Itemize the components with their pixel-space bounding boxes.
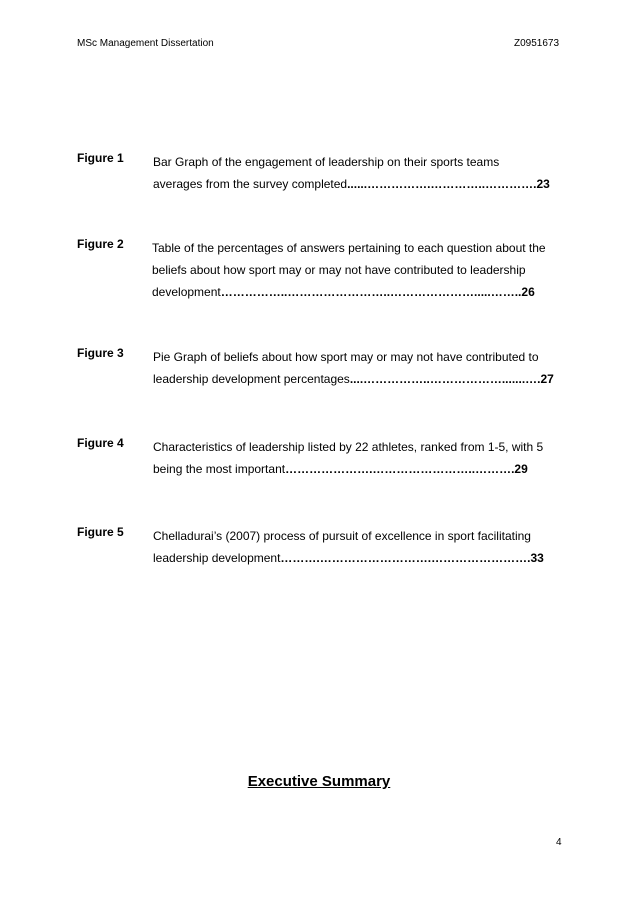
figure-description (153, 436, 577, 480)
description-text: being the most important (153, 462, 286, 476)
figure-label: Figure 3 (77, 346, 124, 360)
description-text: leadership development (153, 551, 281, 565)
leader-dots: ……….……………………….……………………. (280, 551, 531, 565)
figure-label: Figure 2 (77, 237, 124, 251)
description-text: development (152, 285, 221, 299)
figure-description (153, 346, 577, 390)
description-line: Characteristics of leadership listed by 22 athletes, ranked from 1-5, with 5 (153, 440, 544, 454)
page-reference: 29 (514, 462, 528, 476)
page-reference: 23 (536, 177, 550, 191)
description-text: averages from the survey completed (153, 177, 348, 191)
description-line: Chelladurai’s (2007) process of pursuit of excellence in sport facilitating (153, 529, 531, 543)
figure-description (152, 237, 577, 303)
description-line-last (153, 173, 577, 195)
page-reference: 26 (521, 285, 535, 299)
description-line: Table of the percentages of answers pertaining to each question about the (152, 241, 546, 255)
description-line: Pie Graph of beliefs about how sport may or may not have contributed to (153, 350, 539, 364)
description-line-last (153, 547, 577, 569)
executive-summary-heading: Executive Summary (247, 773, 391, 790)
leader-dots: ………………….……………………..………. (285, 462, 515, 476)
figure-label: Figure 5 (77, 525, 124, 539)
header-title: MSc Management Dissertation (77, 38, 214, 49)
page-number: 4 (556, 837, 562, 848)
figure-label: Figure 4 (77, 436, 124, 450)
description-text: leadership development percentages (153, 372, 350, 386)
header-student-id: Z0951673 (514, 38, 560, 49)
leader-dots: ....……………..……………….......…. (349, 372, 541, 386)
description-line: beliefs about how sport may or may not have contributed to leadership (152, 263, 526, 277)
leader-dots: ……………..……………………..………………….....…….. (220, 285, 522, 299)
figure-label: Figure 1 (77, 151, 124, 165)
description-line-last (153, 458, 577, 480)
description-line: Bar Graph of the engagement of leadership on their sports teams (153, 155, 500, 169)
description-line-last (152, 281, 577, 303)
page-reference: 33 (530, 551, 544, 565)
leader-dots: ......…………….…………..…………. (347, 177, 537, 191)
description-line-last (153, 368, 577, 390)
figure-description (153, 151, 577, 195)
figure-description (153, 525, 577, 569)
page-reference: 27 (540, 372, 554, 386)
